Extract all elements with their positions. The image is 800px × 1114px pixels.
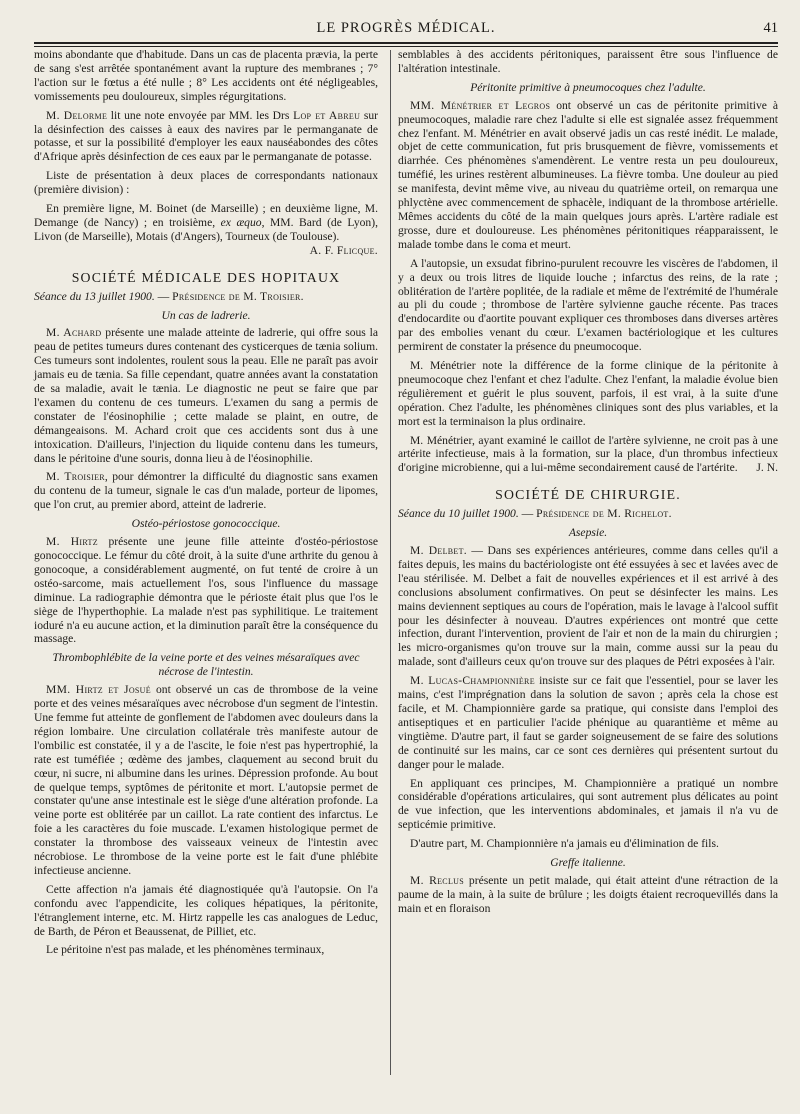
paragraph: M. Lucas-Championnière insiste sur ce fait que l'essentiel, pour se laver les mains, c'est l'imprégnation dans la solution de savon ; après cela la chose est facile, et M. Championnière garde sa pratique, qui consiste dans l'emploi des antiseptiques et en particulier l'acide phénique au quarantième et même au vingtième. D'autre part, il faut se garder soigneusement de se faire des solutions de continuité sur les mains, car ce sont ces dernières qui présentent surtout du danger pour le malade. <box>398 674 778 771</box>
author-name: M. Delbet <box>410 544 464 557</box>
subsection-title: Greffe italienne. <box>550 856 626 870</box>
paragraph: MM. Ménétrier et Legros ont observé un cas de péritonite primitive à pneumocoques, maladie rare chez l'adulte si elle est signalée assez fréquemment chez l'enfant. M. Ménétrier en avait observé jadis un cas resté inédit. Le malade, objet de cette communication, fut pris brusquement de fièvre, vomissements et diarrhée. Ces phénomènes s'amendèrent. Le ventre resta un peu douloureux, tuméfié, les urines restèrent albumineuses. La fièvre tomba. Une douleur au pied se manifesta, devint même vive, au niveau du quatrième orteil, on remarqua une phlyctène avec commencement de sphacèle, indiquant de la thrombose artérielle. Mêmes accidents du côté de la main quelques jours après. L'artère radiale est grosse, dure et douloureuse. Les phénomènes péritonitiques réapparaissent, le malade tombe dans le coma et meurt. <box>398 98 778 251</box>
paragraph: En appliquant ces principes, M. Championnière a pratiqué un nombre considérable d'opérations articulaires, qui sont autrement plus délicates au point de vue infection, que les interventions abdominales, et jamais il n'a vu de septicémie primitive. <box>398 776 778 832</box>
session-line: Séance du 13 juillet 1900. — Présidence de M. Troisier. <box>34 289 304 303</box>
paragraph: A l'autopsie, un exsudat fibrino-purulent recouvre les viscères de l'abdomen, il y a deux ou trois litres de liquide louche ; infarctus des reins, de la rate ; oblitération de l'artère poplitée, de la radiale et même de l'extrémité de l'humérale au pli du coude ; thrombose de l'artère sylvienne gauche récente. Pas traces d'endocardite ou d'aortite pouvant expliquer ces thromboses dans diverses artères par des embolies venant du cœur. L'examen bactériologique et les cultures permirent de constater la présence du pneumocoque. <box>398 256 778 354</box>
paragraph: Le péritoine n'est pas malade, et les phénomènes terminaux, <box>46 943 325 957</box>
subsection-title: Asepsie. <box>568 526 608 540</box>
subsection-title: Un cas de ladrerie. <box>161 308 251 322</box>
paragraph: M. Delorme lit une note envoyée par MM. les Drs Lop et Abreu sur la désinfection des caisses à eaux des navires par le permanganate de potasse, et sur la possibilité d'employer les eaux nauséabondes des côtes d'Afrique après désinfection de ces eaux par le permanganate de potasse. <box>34 108 378 164</box>
subsection-title: Péritonite primitive à pneumocoques chez l'adulte. <box>470 80 706 94</box>
author-name: M. Reclus <box>410 873 464 887</box>
paragraph: D'autre part, M. Championnière n'a jamais eu d'élimination de fils. <box>410 837 719 851</box>
paragraph: moins abondante que d'habitude. Dans un cas de placenta prævia, la perte de sang s'est arrêtée spontanément avant la rupture des membranes ; 7° l'action sur le fœtus a été nulle ; 8° Les accidents ont été négligeables, vomissements peu douloureux, simples régurgitations. <box>34 48 378 103</box>
paragraph: M. Ménétrier note la différence de la forme clinique de la péritonite à pneumocoque chez l'enfant et chez l'adulte. Chez l'enfant, la maladie évolue bien régulièrement et guérit le plus souvent, parfois, il est vrai, à la suite d'une opération. Chez l'adulte, les phénomènes cliniques sont des plus variables, et la mort est la terminaison la plus ordinaire. <box>398 359 778 428</box>
paragraph: M. Troisier, pour démontrer la difficulté du diagnostic sans examen du contenu de la tumeur, signale le cas d'un malade, porteur de lipomes, que l'on crut, au premier abord, atteint de ladrerie. <box>34 470 378 512</box>
signature: J. N. <box>756 461 778 475</box>
author-name: MM. Hirtz et Josué <box>46 683 151 697</box>
session-line: Séance du 10 juillet 1900. — Présidence de M. Richelot. <box>398 507 672 521</box>
author-name: M. Hirtz <box>46 535 98 549</box>
paragraph: M. Ménétrier, ayant examiné le caillot de l'artère sylvienne, ne croit pas à une artérite infectieuse, mais à la formation, sur la place, d'un thrombus infectieux d'origine microbienne, qui a lui-même secondairement causé de l'artérite. J. N. <box>398 433 778 475</box>
paragraph: M. Reclus présente un petit malade, qui était atteint d'une rétraction de la paume de la main, à la suite de brûlure ; les doigts étaient recroquevillés dans la main et en floraison <box>398 873 778 915</box>
section-title: SOCIÉTÉ DE CHIRURGIE. <box>495 487 681 503</box>
subsection-title: Thrombophlébite de la veine porte et des veines mésaraïques avec nécrose de l'intestin. <box>52 651 360 679</box>
subsection-title: Ostéo-périostose gonococcique. <box>131 517 281 531</box>
left-column <box>34 48 378 962</box>
page-number: 41 <box>763 20 778 36</box>
running-head <box>34 20 778 38</box>
author-name: MM. Ménétrier et Legros <box>410 98 551 112</box>
paragraph: En première ligne, M. Boinet (de Marseille) ; en deuxième ligne, M. Demange (de Nancy) ; en troisième, ex æquo, MM. Bard (de Lyon), Livon (de Marseille), Motais (d'Angers), Tourneux (de Toulouse). A. F. Flicque. <box>34 202 378 257</box>
author-name: Lop et Abreu <box>293 108 361 122</box>
signature: A. F. Flicque. <box>309 243 378 257</box>
author-name: M. Troisier <box>46 470 105 484</box>
paragraph: M. Achard présente une malade atteinte de ladrerie, qui offre sous la peau de petites tumeurs dures contenant des cysticerques de tænia solium. Ces tumeurs sont indolentes, roulent sous la peau. Elle ne paraît pas avoir jamais eu de tænia. Sa fille cependant, quatre années avant la constatation de sa maladie, avait le tænia. Le diagnostic ne peut se faire que par l'examen du contenu de ces tumeurs. L'examen du sang a permis de constater de l'éosinophilie ; cette malade se plaint, en outre, de démangeaisons. M. Achard croit que ces accidents sont dus à une intoxication. D'ailleurs, l'injection du liquide contenu dans les tumeurs, dans le péritoine d'une souris, donna lieu à de l'éosinophilie. <box>34 326 378 465</box>
header-rule <box>34 42 778 47</box>
paragraph: Liste de présentation à deux places de correspondants nationaux (première division) : <box>34 169 378 197</box>
paragraph: M. Hirtz présente une jeune fille atteinte d'ostéo-périostose gonococcique. Le fémur du côté droit, à la suite d'une arthrite du genou à gonocoque, a considérablement augmenté, on fut tenté de croire à un ostéo-sarcome, mais actuellement l'os, sous l'influence du massage diminue. La radiographie démontra que le périoste était plus que l'os le siège de l'hyperthophie. La malade n'est pas syphilitique. Le traitement ioduré n'a eu aucune action, et la diminution paraît être la conséquence du massage. <box>34 535 379 646</box>
journal-title: LE PROGRÈS MÉDICAL. <box>316 20 496 36</box>
paragraph: M. Delbet. — Dans ses expériences antérieures, comme dans celles qu'il a faites depuis, les mains du bactériologiste ont été essuyées à sec et lavées avec de l'eau stérilisée. M. Delbet a fait de nouvelles expériences et il est arrivé à des conclusions absolument confirmatives. On peut se désinfecter les mains. Les mains deviennent septiques au cours de l'opération, mais le lavage à l'alcool suffit pour les désinfecter à nouveau. D'autres expériences ont montré que cette infection, durant l'intervention, provient de l'air et non de la main du chirurgien ; les micro-organismes qu'on trouve sur la main, comme aussi sur la peau du malade, sont d'ailleurs ceux qu'on trouve sur des plaques de Pétri exposées à l'air. <box>398 544 779 669</box>
author-name: M. Lucas-Championnière <box>410 674 535 688</box>
author-name: M. Achard <box>46 326 102 340</box>
section-title: SOCIÉTÉ MÉDICALE DES HOPITAUX <box>71 269 341 285</box>
paragraph: MM. Hirtz et Josué ont observé un cas de thrombose de la veine porte et des veines mésaraïques avec nécrobose d'un segment de l'intestin. Une femme fut atteinte de gonflement de l'abdomen avec douleurs dans la région lombaire. Une circulation collatérale très manifeste autour de l'ombilic est constatée, il y a de l'ascite, le foie n'est pas hypertrophié, la rate est tuméfiée ; œdème des jambes, claquement au second bruit du cœur, ni sucre, ni albumine dans les urines. Dépression profonde. Au bout de quelque temps, syptômes de péritonite et mort. L'autopsie permet de constater qu'une anse intestinale est le siège d'une altération profonde. La veine porte est oblitérée par un caillot. La rate contient des infarctus. Le foie a les caractères du foie muscade. L'examen histologique permet de constater la thrombose des vaisseaux veineux de l'intestin avec nécrobiose. Le thrombose de la veine porte est le fait d'une phlébite infectieuse ancienne. <box>34 683 378 877</box>
column-divider <box>390 50 391 1075</box>
author-name: M. Delorme <box>46 108 108 122</box>
right-column <box>398 48 778 921</box>
paragraph: Cette affection n'a jamais été diagnostiquée qu'à l'autopsie. On l'a confondu avec l'appendicite, les coliques hépatiques, la péritonite, l'étranglement interne, etc. M. Hirtz rappelle les cas analogues de Leduc, de Barth, de Péron et Beaussenat, de Pilliet, etc. <box>34 882 378 938</box>
paragraph: semblables à des accidents péritoniques, paraissent être sous l'influence de l'altération intestinale. <box>398 48 778 75</box>
